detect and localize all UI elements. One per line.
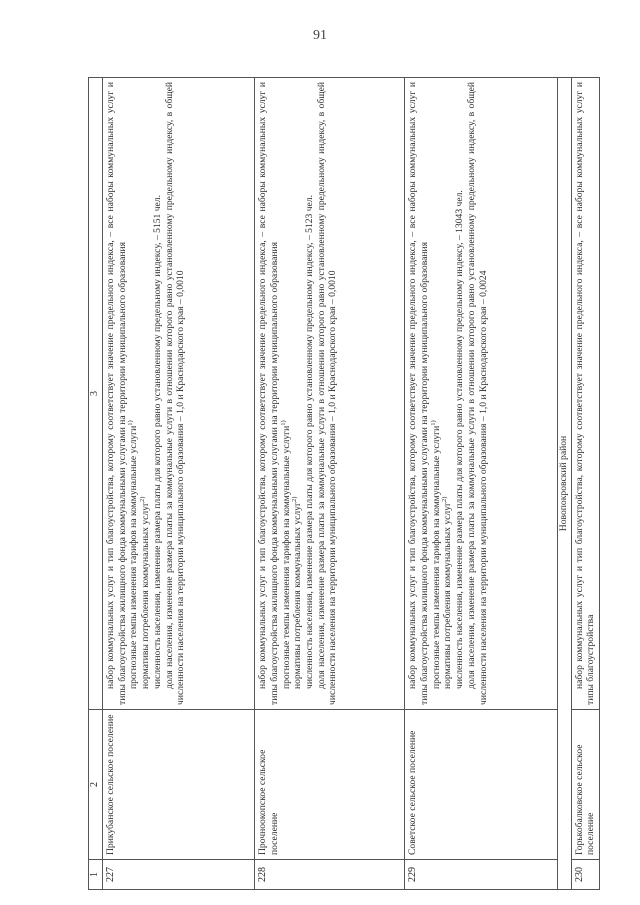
desc-tariffs: прогнозные темпы изменения тарифов на коммунальные услуги xyxy=(430,425,442,689)
row-number: 230 xyxy=(571,860,599,890)
desc-tariffs: прогнозные темпы изменения тарифов на коммунальные услуги xyxy=(280,425,292,689)
row-number: 228 xyxy=(255,860,405,890)
settlement-description xyxy=(255,78,405,710)
region-heading: Новопокровский район xyxy=(557,78,571,890)
desc-services-set: набор коммунальных услуг и тип благоустройства, которому соответствует значение предельного индекса, – все наборы коммунальных услуг и типы благоустройства жилищного фонда коммунальными услугами на территории муниципального образования xyxy=(257,82,280,705)
footnote-mark: 1) xyxy=(127,420,135,426)
settlement-description xyxy=(571,78,599,710)
header-col-1: 1 xyxy=(89,860,103,890)
settlement-description xyxy=(405,78,557,710)
settlement-name: Горькобалковское сельское поселение xyxy=(571,710,599,860)
footnote-mark: 1) xyxy=(279,420,287,426)
table-header-row xyxy=(89,78,103,890)
region-heading-row xyxy=(557,78,571,890)
page-number: 91 xyxy=(313,28,327,43)
footnote-mark: 1) xyxy=(429,420,437,426)
desc-norms: нормативы потребления коммунальных услуг xyxy=(140,502,152,689)
desc-population-share: доля населения, изменение размера платы за коммунальные услуги в отношении которого равно установленному предельному индексу, в общей численности населения на территории муниципального образования – 1,0 и Краснодарского края – 0,0010 xyxy=(163,82,187,705)
desc-norms: нормативы потребления коммунальных услуг xyxy=(292,502,304,689)
settlement-name: Советское сельское поселение xyxy=(405,710,557,860)
settlement-description xyxy=(103,78,255,710)
settlement-name: Прикубанское сельское поселение xyxy=(103,710,255,860)
desc-population: численность населения, изменение размера платы для которого равно установленному предельному индексу, – 5123 чел. xyxy=(304,195,315,689)
row-number: 229 xyxy=(405,860,557,890)
rotated-table-frame xyxy=(88,78,600,890)
table-row xyxy=(255,78,405,890)
header-col-2: 2 xyxy=(89,710,103,860)
desc-population: численность населения, изменение размера платы для которого равно установленному предельному индексу, – 5151 чел. xyxy=(151,195,163,689)
table-row xyxy=(571,78,599,890)
desc-population-share: доля населения, изменение размера платы за коммунальные услуги в отношении которого равно установленному предельному индексу, в общей численности населения на территории муниципального образования – 1,0 и Краснодарского края – 0,0024 xyxy=(465,82,489,705)
desc-tariffs: прогнозные темпы изменения тарифов на коммунальные услуги xyxy=(128,425,140,689)
footnote-mark: 2) xyxy=(138,496,146,503)
footnote-mark: 2) xyxy=(441,496,449,503)
table-row xyxy=(103,78,255,890)
desc-services-set: набор коммунальных услуг и тип благоустройства, которому соответствует значение предельного индекса, – все наборы коммунальных услуг и типы благоустройства жилищного фонда коммунальными услугами на территории муниципального образования xyxy=(407,82,431,705)
regions-table xyxy=(88,77,600,890)
header-col-3: 3 xyxy=(89,78,103,710)
footnote-mark: 2) xyxy=(291,496,299,503)
desc-population-share: доля населения, изменение размера платы за коммунальные услуги в отношении которого равно установленному предельному индексу, в общей численности населения на территории муниципального образования – 1,0 и Краснодарского края – 0,0010 xyxy=(315,82,339,705)
desc-services-set: набор коммунальных услуг и тип благоустройства, которому соответствует значение предельного индекса, – все наборы коммунальных услуг и типы благоустройства xyxy=(573,82,597,705)
settlement-name: Прочноокопское сельское поселение xyxy=(255,710,405,860)
desc-services-set: набор коммунальных услуг и тип благоустройства, которому соответствует значение предельного индекса, – все наборы коммунальных услуг и типы благоустройства жилищного фонда коммунальными услугами на территории муниципального образования xyxy=(105,82,128,705)
desc-norms: нормативы потребления коммунальных услуг xyxy=(442,502,454,689)
row-number: 227 xyxy=(103,860,255,890)
table-row xyxy=(405,78,557,890)
desc-population: численность населения, изменение размера платы для которого равно установленному предельному индексу, – 13043 чел. xyxy=(454,190,466,689)
